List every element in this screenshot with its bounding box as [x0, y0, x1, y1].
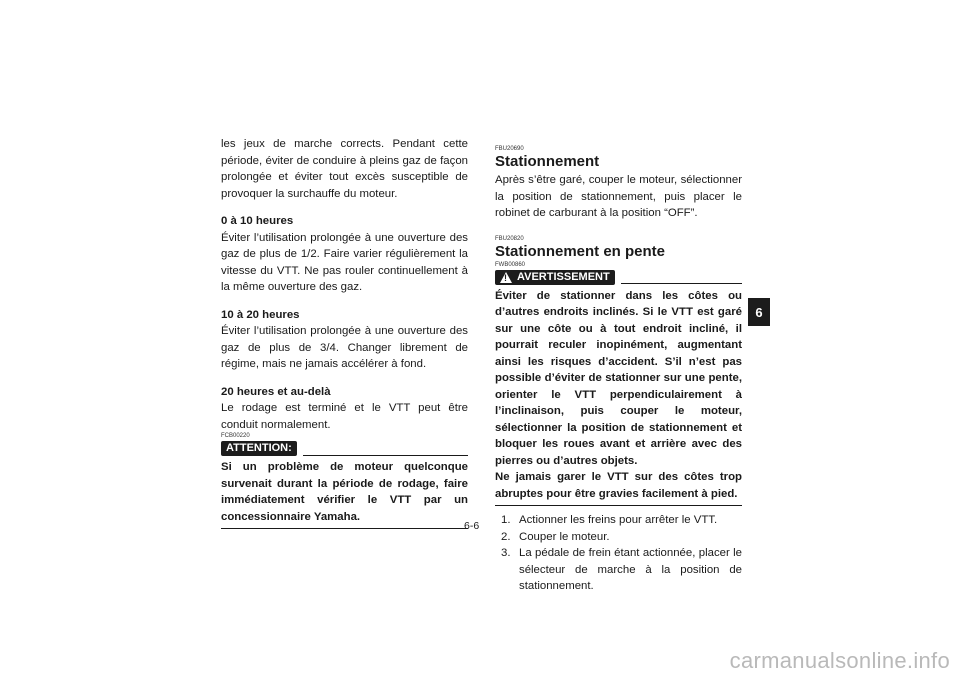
caution-header	[221, 441, 468, 456]
section-title-20h-plus: 20 heures et au-delà	[221, 385, 331, 398]
left-column	[221, 136, 468, 529]
section-code-slope: FBU20820	[495, 235, 524, 242]
heading-parking: Stationnement	[495, 153, 600, 170]
step-text: Couper le moteur.	[519, 530, 610, 543]
warning-rule	[621, 283, 742, 284]
warning-text-2: Ne jamais garer le VTT sur des côtes trop abruptes pour être gravies facilement à pied.	[495, 469, 742, 506]
section-text-20h-plus: Le rodage est terminé et le VTT peut être conduit normalement.	[221, 402, 468, 431]
section-title-0-10h: 0 à 10 heures	[221, 215, 294, 227]
section-code-parking: FBU20690	[495, 146, 524, 152]
list-item	[495, 545, 742, 595]
steps-list	[495, 512, 742, 595]
warning-label-box	[495, 270, 615, 285]
warning-code: FWB00860	[495, 261, 526, 268]
right-column	[495, 146, 742, 595]
step-number: 1.	[501, 514, 511, 526]
warning-header	[495, 270, 742, 285]
caution-rule	[303, 455, 468, 456]
step-number: 2.	[501, 530, 511, 543]
list-item	[495, 529, 742, 546]
step-text: La pédale de frein étant actionnée, placer le sélecteur de marche à la position de stationnement.	[519, 547, 742, 592]
list-item	[495, 512, 742, 529]
watermark: carmanualsonline.info	[729, 648, 950, 673]
section-text-10-20h: Éviter l’utilisation prolongée à une ouverture des gaz de plus de 3/4. Changer librement de régime, mais ne jamais accélérer à fond.	[221, 325, 468, 370]
warning-text-1: Éviter de stationner dans les côtes ou d’autres endroits inclinés. Si le VTT est garé sur une côte ou à tout endroit incliné, il pourrait reculer inopinément, augmentant ainsi les risques d’accident. S’il n’est pas possible d’éviter de stationner sur une pente, orienter le VTT perpendiculairement à l’inclinaison, puis couper le moteur, sélectionner la position de stationnement et bloquer les roues avant et arrière avec des pierres ou d’autres objets.	[495, 289, 742, 467]
section-text-0-10h: Éviter l’utilisation prolongée à une ouverture des gaz de plus de 1/2. Faire varier régulièrement la vitesse du VTT. Ne pas rouler continuellement à la même ouverture des gaz.	[221, 231, 468, 293]
warning-triangle-icon	[500, 272, 512, 283]
section-title-10-20h: 10 à 20 heures	[221, 308, 300, 321]
parking-text: Après s’être garé, couper le moteur, sélectionner la position de stationnement, puis placer le robinet de carburant à la position “OFF”.	[495, 174, 742, 219]
step-text: Actionner les freins pour arrêter le VTT.	[519, 514, 718, 526]
caution-label: ATTENTION:	[221, 441, 297, 456]
warning-label: AVERTISSEMENT	[517, 270, 610, 283]
caution-code: FCB00220	[221, 433, 250, 439]
intro-paragraph: les jeux de marche corrects. Pendant cette période, éviter de conduire à pleins gaz de façon prolongée et éviter tout excès susceptible de provoquer la surchauffe du moteur.	[221, 138, 468, 200]
page-number: 6-6	[464, 520, 480, 532]
heading-parking-slope: Stationnement en pente	[495, 242, 666, 260]
step-number: 3.	[501, 547, 511, 559]
chapter-tab: 6	[748, 298, 770, 326]
caution-text: Si un problème de moteur quelconque survenait durant la période de rodage, faire immédiatement vérifier le VTT par un concessionnaire Yamaha.	[221, 459, 468, 529]
